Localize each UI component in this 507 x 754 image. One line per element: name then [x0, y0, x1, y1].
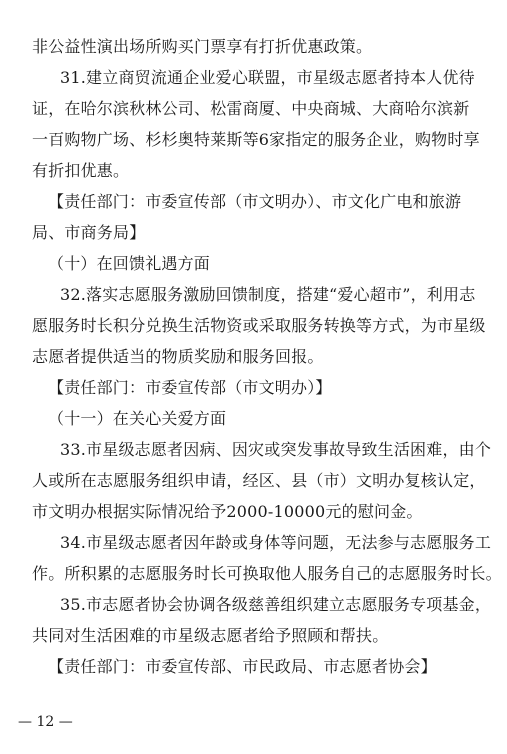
responsibility-note-1-line-2: 局、市商务局】: [32, 223, 146, 242]
item-32-line-3: 志愿者提供适当的物质奖励和服务回报。: [32, 347, 324, 366]
item-35-line-2: 共同对生活困难的市星级志愿者给予照顾和帮扶。: [32, 626, 389, 645]
page-number: — 12 —: [18, 714, 73, 730]
item-33-line-2: 人或所在志愿服务组织申请，经区、县（市）文明办复核认定，: [32, 471, 486, 490]
text-line-1: 非公益性演出场所购买门票享有打折优惠政策。: [32, 37, 373, 56]
item-31-line-2: 证，在哈尔滨秋林公司、松雷商厦、中央商城、大商哈尔滨新: [32, 99, 470, 118]
item-35-line-1: 35.市志愿者协会协调各级慈善组织建立志愿服务专项基金，: [60, 595, 492, 614]
item-34-line-2: 作。所积累的志愿服务时长可换取他人服务自己的志愿服务时长。: [32, 564, 502, 583]
item-33-line-3: 市文明办根据实际情况给予2000-10000元的慰问金。: [32, 502, 423, 521]
responsibility-note-1-line-1: 【责任部门：市委宣传部（市文明办）、市文化广电和旅游: [48, 192, 462, 211]
item-32-line-2: 愿服务时长积分兑换生活物资或采取服务转换等方式，为市星级: [32, 316, 486, 335]
responsibility-note-2: 【责任部门：市委宣传部（市文明办）】: [48, 378, 332, 397]
responsibility-note-3: 【责任部门：市委宣传部、市民政局、市志愿者协会】: [48, 657, 437, 676]
item-32-line-1: 32.落实志愿服务激励回馈制度，搭建“爱心超市”，利用志: [60, 285, 476, 304]
item-33-line-1: 33.市星级志愿者因病、因灾或突发事故导致生活困难，由个: [60, 440, 492, 459]
item-34-line-1: 34.市星级志愿者因年龄或身体等问题，无法参与志愿服务工: [60, 533, 492, 552]
section-heading-11: （十一）在关心关爱方面: [48, 409, 227, 428]
item-31-line-3: 一百购物广场、杉杉奥特莱斯等6家指定的服务企业，购物时享: [32, 130, 480, 149]
item-31-line-1: 31.建立商贸流通企业爱心联盟，市星级志愿者持本人优待: [60, 68, 475, 87]
section-heading-10: （十）在回馈礼遇方面: [48, 254, 211, 273]
item-31-line-4: 有折扣优惠。: [32, 161, 130, 180]
